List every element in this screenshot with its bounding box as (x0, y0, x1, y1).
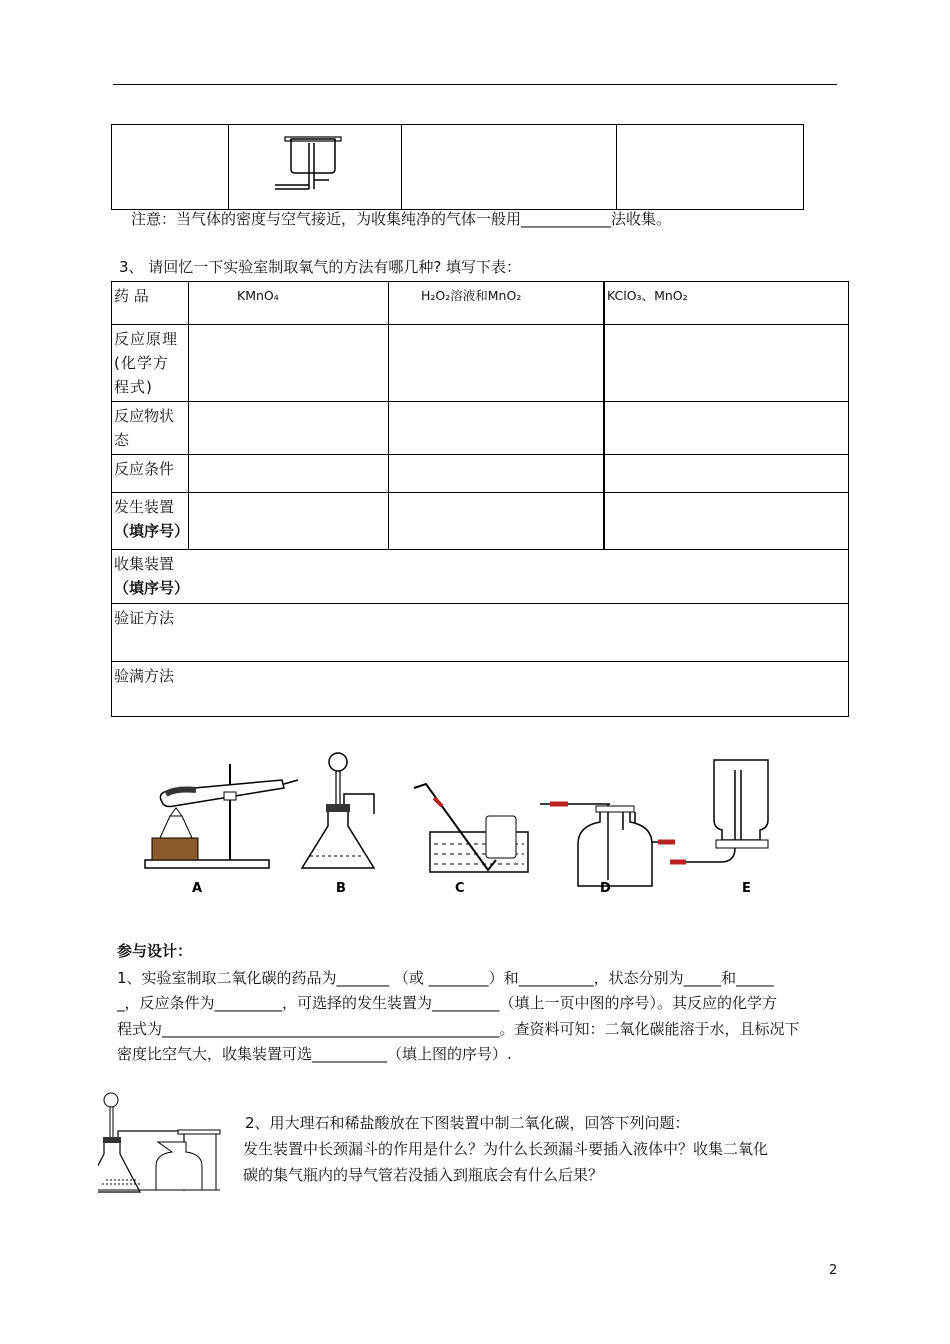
design-line-1: 1、实验室制取二氧化碳的药品为_______ （或 ________）和__________，状态分别为_____和_____ (117, 969, 774, 987)
table-cell (617, 125, 804, 210)
header-kclo3: KClO₃、MnO₂ (607, 288, 688, 303)
answer-cell[interactable] (189, 604, 849, 662)
design-line-2: _，反应条件为_________，可选择的发生装置为_________（填上一页中图的序号）。其反应的化学方 (117, 994, 778, 1012)
apparatus-c (414, 784, 528, 896)
question-2-line-1: 2、用大理石和稀盐酸放在下图装置中制二氧化碳，回答下列问题： (245, 1114, 690, 1132)
apparatus-figure (130, 740, 790, 900)
row-label-condition: 反应条件 (112, 455, 189, 493)
header-kmno4: KMnO₄ (237, 288, 279, 303)
answer-cell[interactable] (189, 493, 389, 550)
answer-cell[interactable] (389, 455, 605, 493)
header-cell (189, 282, 389, 325)
answer-cell[interactable] (189, 550, 849, 604)
row-label-generator (112, 493, 189, 550)
design-line-4: 密度比空气大，收集装置可选__________（填上图的序号）. (117, 1045, 512, 1063)
state-label: 反应物状态 (114, 407, 175, 449)
table-cell (112, 125, 229, 210)
page-number: 2 (829, 1263, 838, 1278)
apparatus-e (670, 760, 768, 896)
generator-note: （填序号） (114, 522, 190, 540)
answer-cell[interactable] (604, 455, 849, 493)
collection-table-fragment (111, 124, 804, 210)
collector-note: （填序号） (114, 579, 190, 597)
answer-cell[interactable] (604, 402, 849, 455)
question-2-line-2: 发生装置中长颈漏斗的作用是什么？为什么长颈漏斗要插入液体中？收集二氧化 (243, 1140, 769, 1158)
label-e: E (742, 881, 751, 896)
question-3-intro: 3、 请回忆一下实验室制取氧气的方法有哪几种? 填写下表： (119, 258, 522, 276)
apparatus-a (145, 764, 298, 896)
answer-cell[interactable] (604, 325, 849, 402)
header-rule (113, 84, 837, 85)
answer-cell[interactable] (189, 402, 389, 455)
generator-label: 发生装置 (114, 498, 175, 516)
row-label-state (112, 402, 189, 455)
apparatus-b (302, 753, 374, 896)
answer-cell[interactable] (389, 325, 605, 402)
apparatus-d (540, 804, 675, 896)
answer-cell[interactable] (189, 325, 389, 402)
header-h2o2: H₂O₂溶液和MnO₂ (421, 288, 522, 303)
answer-cell[interactable] (604, 493, 849, 550)
question-2-line-3: 碳的集气瓶内的导气管若没插入到瓶底会有什么后果？ (243, 1166, 604, 1184)
table-cell-diagram (229, 125, 402, 210)
co2-apparatus-diagram (98, 1090, 223, 1205)
label-c: C (455, 881, 465, 896)
label-d: D (600, 881, 611, 896)
row-label-principle (112, 325, 189, 402)
row-label-collector (112, 550, 189, 604)
design-heading: 参与设计： (117, 942, 193, 960)
design-line-3: 程式为_____________________________________________。查资料可知：二氧化碳能溶于水，且标况下 (117, 1020, 800, 1038)
answer-cell[interactable] (389, 493, 605, 550)
collection-bottle-diagram (229, 125, 401, 205)
row-label-drugs: 药 品 (112, 282, 189, 325)
label-b: B (336, 881, 346, 896)
answer-cell[interactable] (189, 662, 849, 717)
header-cell (389, 282, 605, 325)
answer-cell[interactable] (189, 455, 389, 493)
collector-label: 收集装置 (114, 555, 175, 573)
answer-cell[interactable] (389, 402, 605, 455)
table-cell (402, 125, 617, 210)
row-label-full: 验满方法 (112, 662, 189, 717)
row-label-verify: 验证方法 (112, 604, 189, 662)
oxygen-methods-table (111, 281, 849, 717)
principle-label: 反应原理(化学方程式) (114, 330, 179, 396)
note-text: 注意：当气体的密度与空气接近，为收集纯净的气体一般用____________法收集。 (131, 210, 672, 228)
header-cell (604, 282, 849, 325)
label-a: A (192, 881, 203, 896)
